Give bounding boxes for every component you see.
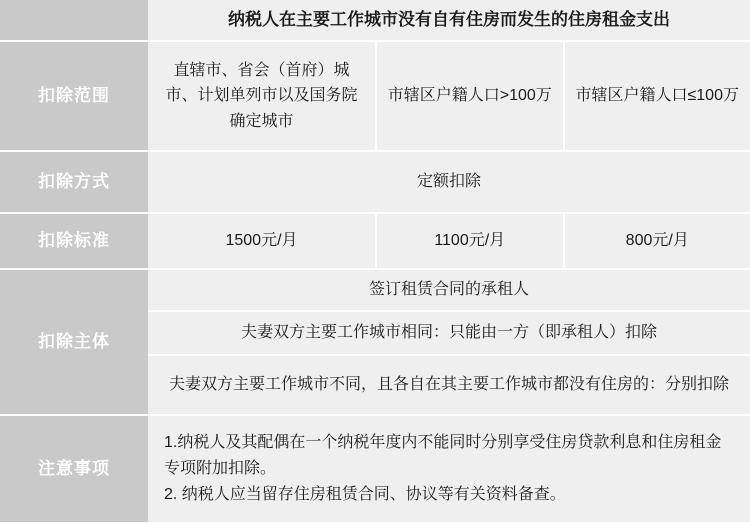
deduction-standard-col-c: 800元/月 [565, 214, 750, 270]
table-title: 纳税人在主要工作城市没有自有住房而发生的住房租金支出 [148, 0, 750, 42]
deduction-subject-line-2: 夫妻双方主要工作城市相同：只能由一方（即承租人）扣除 [148, 312, 750, 356]
deduction-standard-label-line2: 标准 [74, 230, 110, 250]
deduction-scope-label-line2: 范围 [74, 85, 110, 105]
deduction-scope-col-c: 市辖区户籍人口≤100万 [565, 42, 750, 152]
deduction-standard-col-a: 1500元/月 [148, 214, 377, 270]
title-row-label-spacer [0, 0, 148, 42]
deduction-method-row [0, 152, 750, 214]
deduction-scope-col-b: 市辖区户籍人口>100万 [377, 42, 565, 152]
notes-item-1: 1.纳税人及其配偶在一个纳税年度内不能同时分别享受住房贷款利息和住房租金专项附加扣除。 [164, 434, 722, 478]
deduction-standard-row [0, 214, 750, 270]
table-title-row [0, 0, 750, 42]
deduction-scope-label-line1: 扣除 [38, 85, 74, 105]
notes-label-line2: 事项 [74, 458, 110, 478]
notes-row [0, 416, 750, 522]
deduction-standard-columns [148, 214, 750, 270]
deduction-standard-col-b: 1100元/月 [377, 214, 565, 270]
deduction-standard-label [0, 214, 148, 270]
deduction-subject-label-line2: 主体 [74, 331, 110, 351]
deduction-subject-line-1: 签订租赁合同的承租人 [148, 270, 750, 312]
deduction-method-label-line1: 扣除 [38, 171, 74, 191]
notes-item-2: 2. 纳税人应当留存住房租赁合同、协议等有关资料备查。 [164, 485, 566, 503]
deduction-subject-line-3: 夫妻双方主要工作城市不同，且各自在其主要工作城市都没有住房的：分别扣除 [148, 356, 750, 416]
deduction-subject-label-line1: 扣除 [38, 331, 74, 351]
deduction-subject-label [0, 270, 148, 416]
deduction-standard-label-line1: 扣除 [38, 230, 74, 250]
deduction-method-value: 定额扣除 [148, 152, 750, 214]
notes-label [0, 416, 148, 522]
notes-label-line1: 注意 [38, 458, 74, 478]
deduction-scope-columns [148, 42, 750, 152]
deduction-subject-row [0, 270, 750, 416]
deduction-method-label-line2: 方式 [74, 171, 110, 191]
deduction-scope-row [0, 42, 750, 152]
deduction-subject-content [148, 270, 750, 416]
deduction-scope-label [0, 42, 148, 152]
deduction-method-label [0, 152, 148, 214]
deduction-scope-col-a: 直辖市、省会（首府）城市、计划单列市以及国务院确定城市 [148, 42, 377, 152]
notes-content [148, 416, 750, 522]
